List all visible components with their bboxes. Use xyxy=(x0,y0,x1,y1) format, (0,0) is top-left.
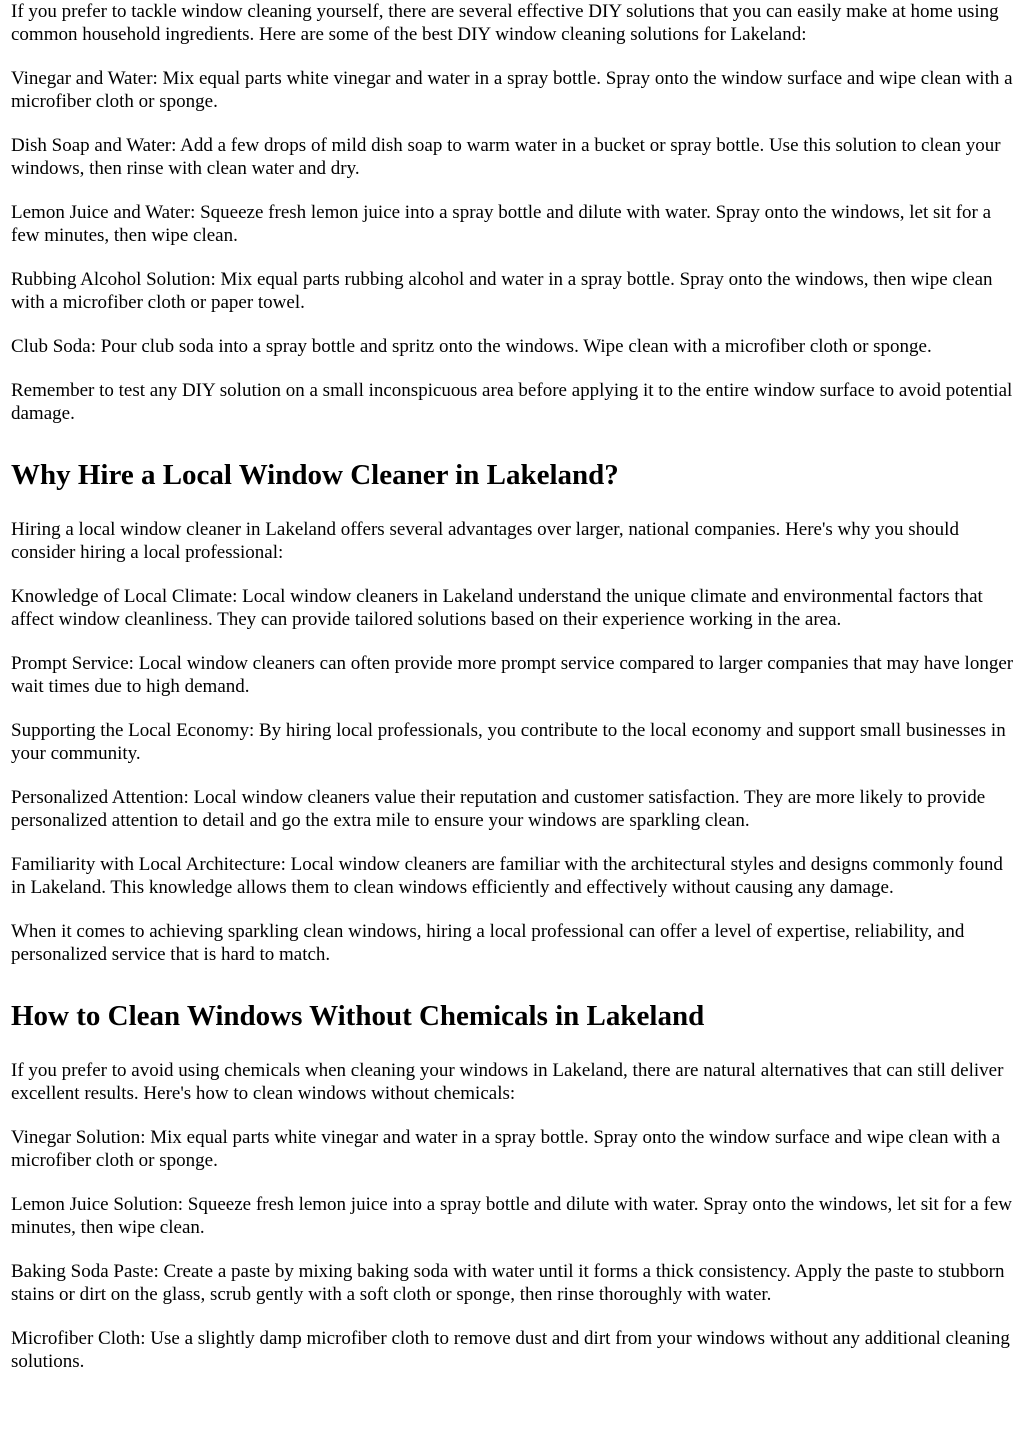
prompt-service-paragraph: Prompt Service: Local window cleaners can often provide more prompt service compared to larger companies that may have longer wait times due to high demand. xyxy=(11,653,1014,697)
without-chemicals-heading: How to Clean Windows Without Chemicals in Lakeland xyxy=(11,1000,705,1032)
personalized-attention-paragraph: Personalized Attention: Local window cleaners value their reputation and customer satisfaction. They are more likely to provide personalized attention to detail and go the extra mile to ensure your windows are sparkling clean. xyxy=(11,787,986,831)
lemon-juice-paragraph: Lemon Juice and Water: Squeeze fresh lemon juice into a spray bottle and dilute with water. Spray onto the windows, let sit for a few minutes, then wipe clean. xyxy=(11,202,992,246)
chemicals-intro-paragraph: If you prefer to avoid using chemicals when cleaning your windows in Lakeland, there are natural alternatives that can still deliver excellent results. Here's how to clean windows without chemicals: xyxy=(11,1060,1004,1104)
local-economy-paragraph: Supporting the Local Economy: By hiring local professionals, you contribute to the local economy and support small businesses in your community. xyxy=(11,720,1006,764)
local-climate-paragraph: Knowledge of Local Climate: Local window cleaners in Lakeland understand the unique climate and environmental factors that affect window cleanliness. They can provide tailored solutions based on their experience working in the area. xyxy=(11,586,983,630)
microfiber-cloth-paragraph: Microfiber Cloth: Use a slightly damp microfiber cloth to remove dust and dirt from your windows without any additional cleaning solutions. xyxy=(11,1328,1010,1372)
dish-soap-paragraph: Dish Soap and Water: Add a few drops of mild dish soap to warm water in a bucket or spray bottle. Use this solution to clean your windows, then rinse with clean water and dry. xyxy=(11,135,1001,179)
test-solution-paragraph: Remember to test any DIY solution on a small inconspicuous area before applying it to the entire window surface to avoid potential damage. xyxy=(11,380,1013,424)
why-hire-heading: Why Hire a Local Window Cleaner in Lakeland? xyxy=(11,459,619,491)
without-chemicals-section xyxy=(11,999,1014,1373)
hire-intro-paragraph: Hiring a local window cleaner in Lakeland offers several advantages over larger, national companies. Here's why you should consider hiring a local professional: xyxy=(11,519,959,563)
vinegar-solution-paragraph: Vinegar Solution: Mix equal parts white vinegar and water in a spray bottle. Spray onto the window surface and wipe clean with a microfiber cloth or sponge. xyxy=(11,1127,1001,1171)
diy-solutions-section xyxy=(11,0,1014,425)
vinegar-water-paragraph: Vinegar and Water: Mix equal parts white vinegar and water in a spray bottle. Spray onto the window surface and wipe clean with a microfiber cloth or sponge. xyxy=(11,68,1013,112)
why-hire-local-section xyxy=(11,458,1014,966)
local-architecture-paragraph: Familiarity with Local Architecture: Local window cleaners are familiar with the architectural styles and designs commonly found in Lakeland. This knowledge allows them to clean windows efficiently and effectively without causing any damage. xyxy=(11,854,1003,898)
lemon-solution-paragraph: Lemon Juice Solution: Squeeze fresh lemon juice into a spray bottle and dilute with water. Spray onto the windows, let sit for a few minutes, then wipe clean. xyxy=(11,1194,1012,1238)
intro-paragraph: If you prefer to tackle window cleaning yourself, there are several effective DIY solutions that you can easily make at home using common household ingredients. Here are some of the best DIY window cleaning solutions for Lakeland: xyxy=(11,1,999,45)
club-soda-paragraph: Club Soda: Pour club soda into a spray bottle and spritz onto the windows. Wipe clean with a microfiber cloth or sponge. xyxy=(11,336,932,357)
baking-soda-paragraph: Baking Soda Paste: Create a paste by mixing baking soda with water until it forms a thick consistency. Apply the paste to stubborn stains or dirt on the glass, scrub gently with a soft cloth or sponge, then rinse thoroughly with water. xyxy=(11,1261,1005,1305)
hire-conclusion-paragraph: When it comes to achieving sparkling clean windows, hiring a local professional can offer a level of expertise, reliability, and personalized service that is hard to match. xyxy=(11,921,965,965)
rubbing-alcohol-paragraph: Rubbing Alcohol Solution: Mix equal parts rubbing alcohol and water in a spray bottle. Spray onto the windows, then wipe clean with a microfiber cloth or paper towel. xyxy=(11,269,993,313)
